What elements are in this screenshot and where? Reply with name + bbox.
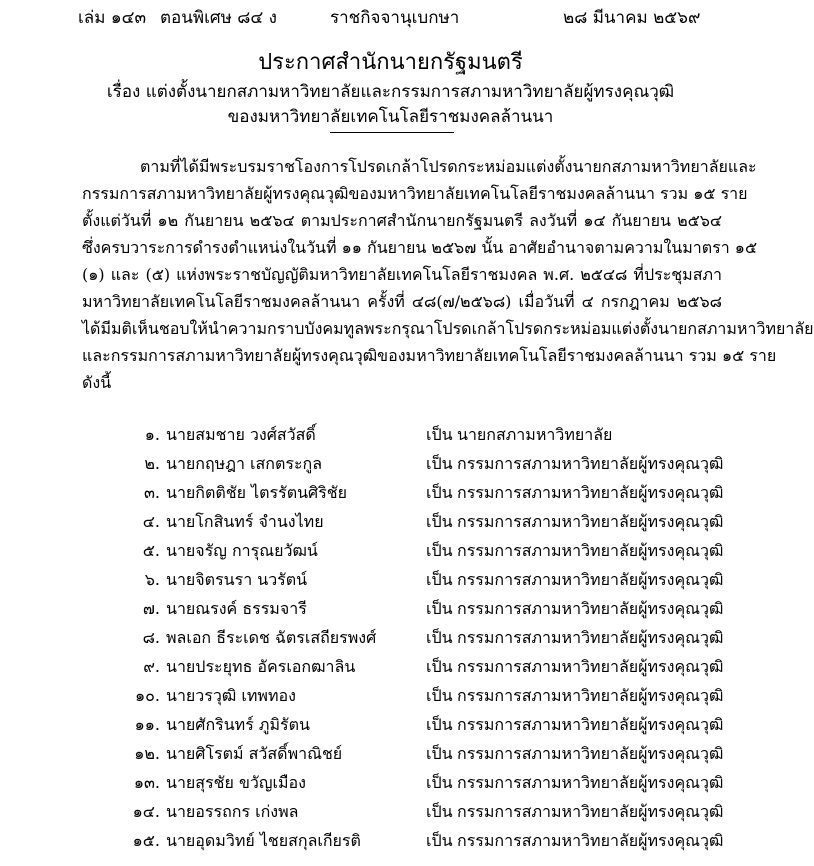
appointee-role: กรรมการสภามหาวิทยาลัยผู้ทรงคุณวุฒิ [457,744,724,763]
item-number: ๙. [143,657,160,676]
list-item [0,537,781,566]
item-number: ๒. [144,454,160,473]
list-item [0,682,781,711]
gazette-name: ราชกิจจานุเบกษา [330,8,460,28]
appointee-role: นายกสภามหาวิทยาลัย [457,425,613,444]
body-line: ตั้งแต่วันที่ ๑๒ กันยายน ๒๕๖๔ ตามประกาศสำนักนายกรัฐมนตรี ลงวันที่ ๑๔ กันยายน ๒๕๖๔ [82,211,722,230]
item-number: ๘. [142,628,160,647]
appointee-role: กรรมการสภามหาวิทยาลัยผู้ทรงคุณวุฒิ [457,657,724,676]
body-line: ซึ่งครบวาระการดำรงตำแหน่งในวันที่ ๑๑ กันยายน ๒๕๖๗ นั้น อาศัยอำนาจตามความในมาตรา ๑๕ [82,238,758,257]
list-item [0,566,781,595]
body-paragraph [82,153,814,396]
appointee-role: กรรมการสภามหาวิทยาลัยผู้ทรงคุณวุฒิ [457,541,724,560]
item-number: ๑๑. [134,715,160,734]
role-preposition: เป็น [426,802,453,821]
role-preposition: เป็น [426,628,453,647]
item-number: ๗. [142,599,160,618]
appointee-name: นายณรงค์ ธรรมจารี [166,599,307,618]
appointee-role: กรรมการสภามหาวิทยาลัยผู้ทรงคุณวุฒิ [457,831,724,850]
item-number: ๑๒. [134,744,160,763]
item-number: ๑๕. [132,831,160,850]
body-line: ตามที่ได้มีพระบรมราชโองการโปรดเกล้าโปรดกระหม่อมแต่งตั้งนายกสภามหาวิทยาลัยและ [140,157,757,176]
role-preposition: เป็น [426,686,453,705]
body-line: ดังนี้ [82,373,112,392]
appointee-name: นายโกสินทร์ จำนงไทย [166,512,324,531]
role-preposition: เป็น [426,570,453,589]
list-item [0,711,781,740]
role-preposition: เป็น [426,831,453,850]
role-preposition: เป็น [426,657,453,676]
list-item [0,653,781,682]
subject-line-2: ของมหาวิทยาลัยเทคโนโลยีราชมงคลล้านนา [227,107,554,127]
appointee-role: กรรมการสภามหาวิทยาลัยผู้ทรงคุณวุฒิ [457,802,724,821]
body-line: มหาวิทยาลัยเทคโนโลยีราชมงคลล้านนา ครั้งที่ ๔๘(๗/๒๕๖๘) เมื่อวันที่ ๔ กรกฎาคม ๒๕๖๘ [82,292,722,311]
list-item [0,479,781,508]
appointee-name: นายอรรถกร เก่งพล [166,802,299,821]
appointee-name: นายวรวุฒิ เทพทอง [166,686,296,705]
appointee-role: กรรมการสภามหาวิทยาลัยผู้ทรงคุณวุฒิ [457,454,724,473]
list-item [0,421,781,450]
appointee-role: กรรมการสภามหาวิทยาลัยผู้ทรงคุณวุฒิ [457,570,724,589]
role-preposition: เป็น [426,599,453,618]
role-preposition: เป็น [426,425,453,444]
appointee-list [0,421,781,856]
item-number: ๔. [142,512,160,531]
section-number: ตอนพิเศษ ๘๔ ง [160,8,277,28]
appointee-name: นายจิตรนรา นวรัตน์ [166,570,308,589]
appointee-name: นายประยุทธ อัครเอกฒาลิน [166,657,356,676]
list-item [0,798,781,827]
appointee-name: นายกิตติชัย ไตรรัตนศิริชัย [166,483,348,502]
role-preposition: เป็น [426,454,453,473]
list-item [0,740,781,769]
appointee-role: กรรมการสภามหาวิทยาลัยผู้ทรงคุณวุฒิ [457,773,724,792]
role-preposition: เป็น [426,773,453,792]
appointee-role: กรรมการสภามหาวิทยาลัยผู้ทรงคุณวุฒิ [457,715,724,734]
list-item [0,624,781,653]
appointee-name: นายศิโรตม์ สวัสดิ์พาณิชย์ [166,744,343,763]
list-item [0,508,781,537]
item-number: ๑. [144,425,160,444]
appointee-name: นายสมชาย วงศ์สวัสดิ์ [166,425,316,444]
announcement-title: ประกาศสำนักนายกรัฐมนตรี [258,50,523,75]
body-line: ได้มีมติเห็นชอบให้นำความกราบบังคมทูลพระกรุณาโปรดเกล้าโปรดกระหม่อมแต่งตั้งนายกสภามหาวิทยาลัย [82,319,814,338]
role-preposition: เป็น [426,512,453,531]
item-number: ๑๐. [134,686,160,705]
appointee-role: กรรมการสภามหาวิทยาลัยผู้ทรงคุณวุฒิ [457,599,724,618]
item-number: ๑๔. [132,802,160,821]
title-divider [330,132,454,133]
subject-line-1: เรื่อง แต่งตั้งนายกสภามหาวิทยาลัยและกรรมการสภามหาวิทยาลัยผู้ทรงคุณวุฒิ [106,82,675,102]
appointee-role: กรรมการสภามหาวิทยาลัยผู้ทรงคุณวุฒิ [457,483,724,502]
appointee-role: กรรมการสภามหาวิทยาลัยผู้ทรงคุณวุฒิ [457,628,724,647]
item-number: ๖. [144,570,160,589]
body-line: กรรมการสภามหาวิทยาลัยผู้ทรงคุณวุฒิของมหาวิทยาลัยเทคโนโลยีราชมงคลล้านนา รวม ๑๕ ราย [82,184,748,203]
appointee-name: นายศักรินทร์ ภูมิรัตน [166,715,310,734]
role-preposition: เป็น [426,744,453,763]
role-preposition: เป็น [426,483,453,502]
page-header [0,4,781,28]
appointee-name: พลเอก ธีระเดช ฉัตรเสถียรพงศ์ [166,628,377,647]
role-preposition: เป็น [426,715,453,734]
body-line: (๑) และ (๕) แห่งพระราชบัญญัติมหาวิทยาลัยเทคโนโลยีราชมงคล พ.ศ. ๒๕๔๘ ที่ประชุมสภา [82,265,722,284]
list-item [0,595,781,624]
appointee-name: นายกฤษฎา เสกตระกูล [166,454,323,473]
appointee-role: กรรมการสภามหาวิทยาลัยผู้ทรงคุณวุฒิ [457,512,724,531]
appointee-name: นายจรัญ การุณยวัฒน์ [166,541,318,560]
volume-number: เล่ม ๑๔๓ [78,8,147,28]
role-preposition: เป็น [426,541,453,560]
publication-date: ๒๘ มีนาคม ๒๕๖๙ [563,8,701,28]
item-number: ๑๓. [133,773,160,792]
item-number: ๓. [143,483,160,502]
appointee-role: กรรมการสภามหาวิทยาลัยผู้ทรงคุณวุฒิ [457,686,724,705]
appointee-name: นายสุรชัย ขวัญเมือง [166,773,306,792]
appointee-name: นายอุดมวิทย์ ไชยสกุลเกียรติ [166,831,361,850]
list-item [0,827,781,856]
item-number: ๕. [142,541,160,560]
list-item [0,450,781,479]
list-item [0,769,781,798]
body-line: และกรรมการสภามหาวิทยาลัยผู้ทรงคุณวุฒิของมหาวิทยาลัยเทคโนโลยีราชมงคลล้านนา รวม ๑๕ ราย [82,346,777,365]
